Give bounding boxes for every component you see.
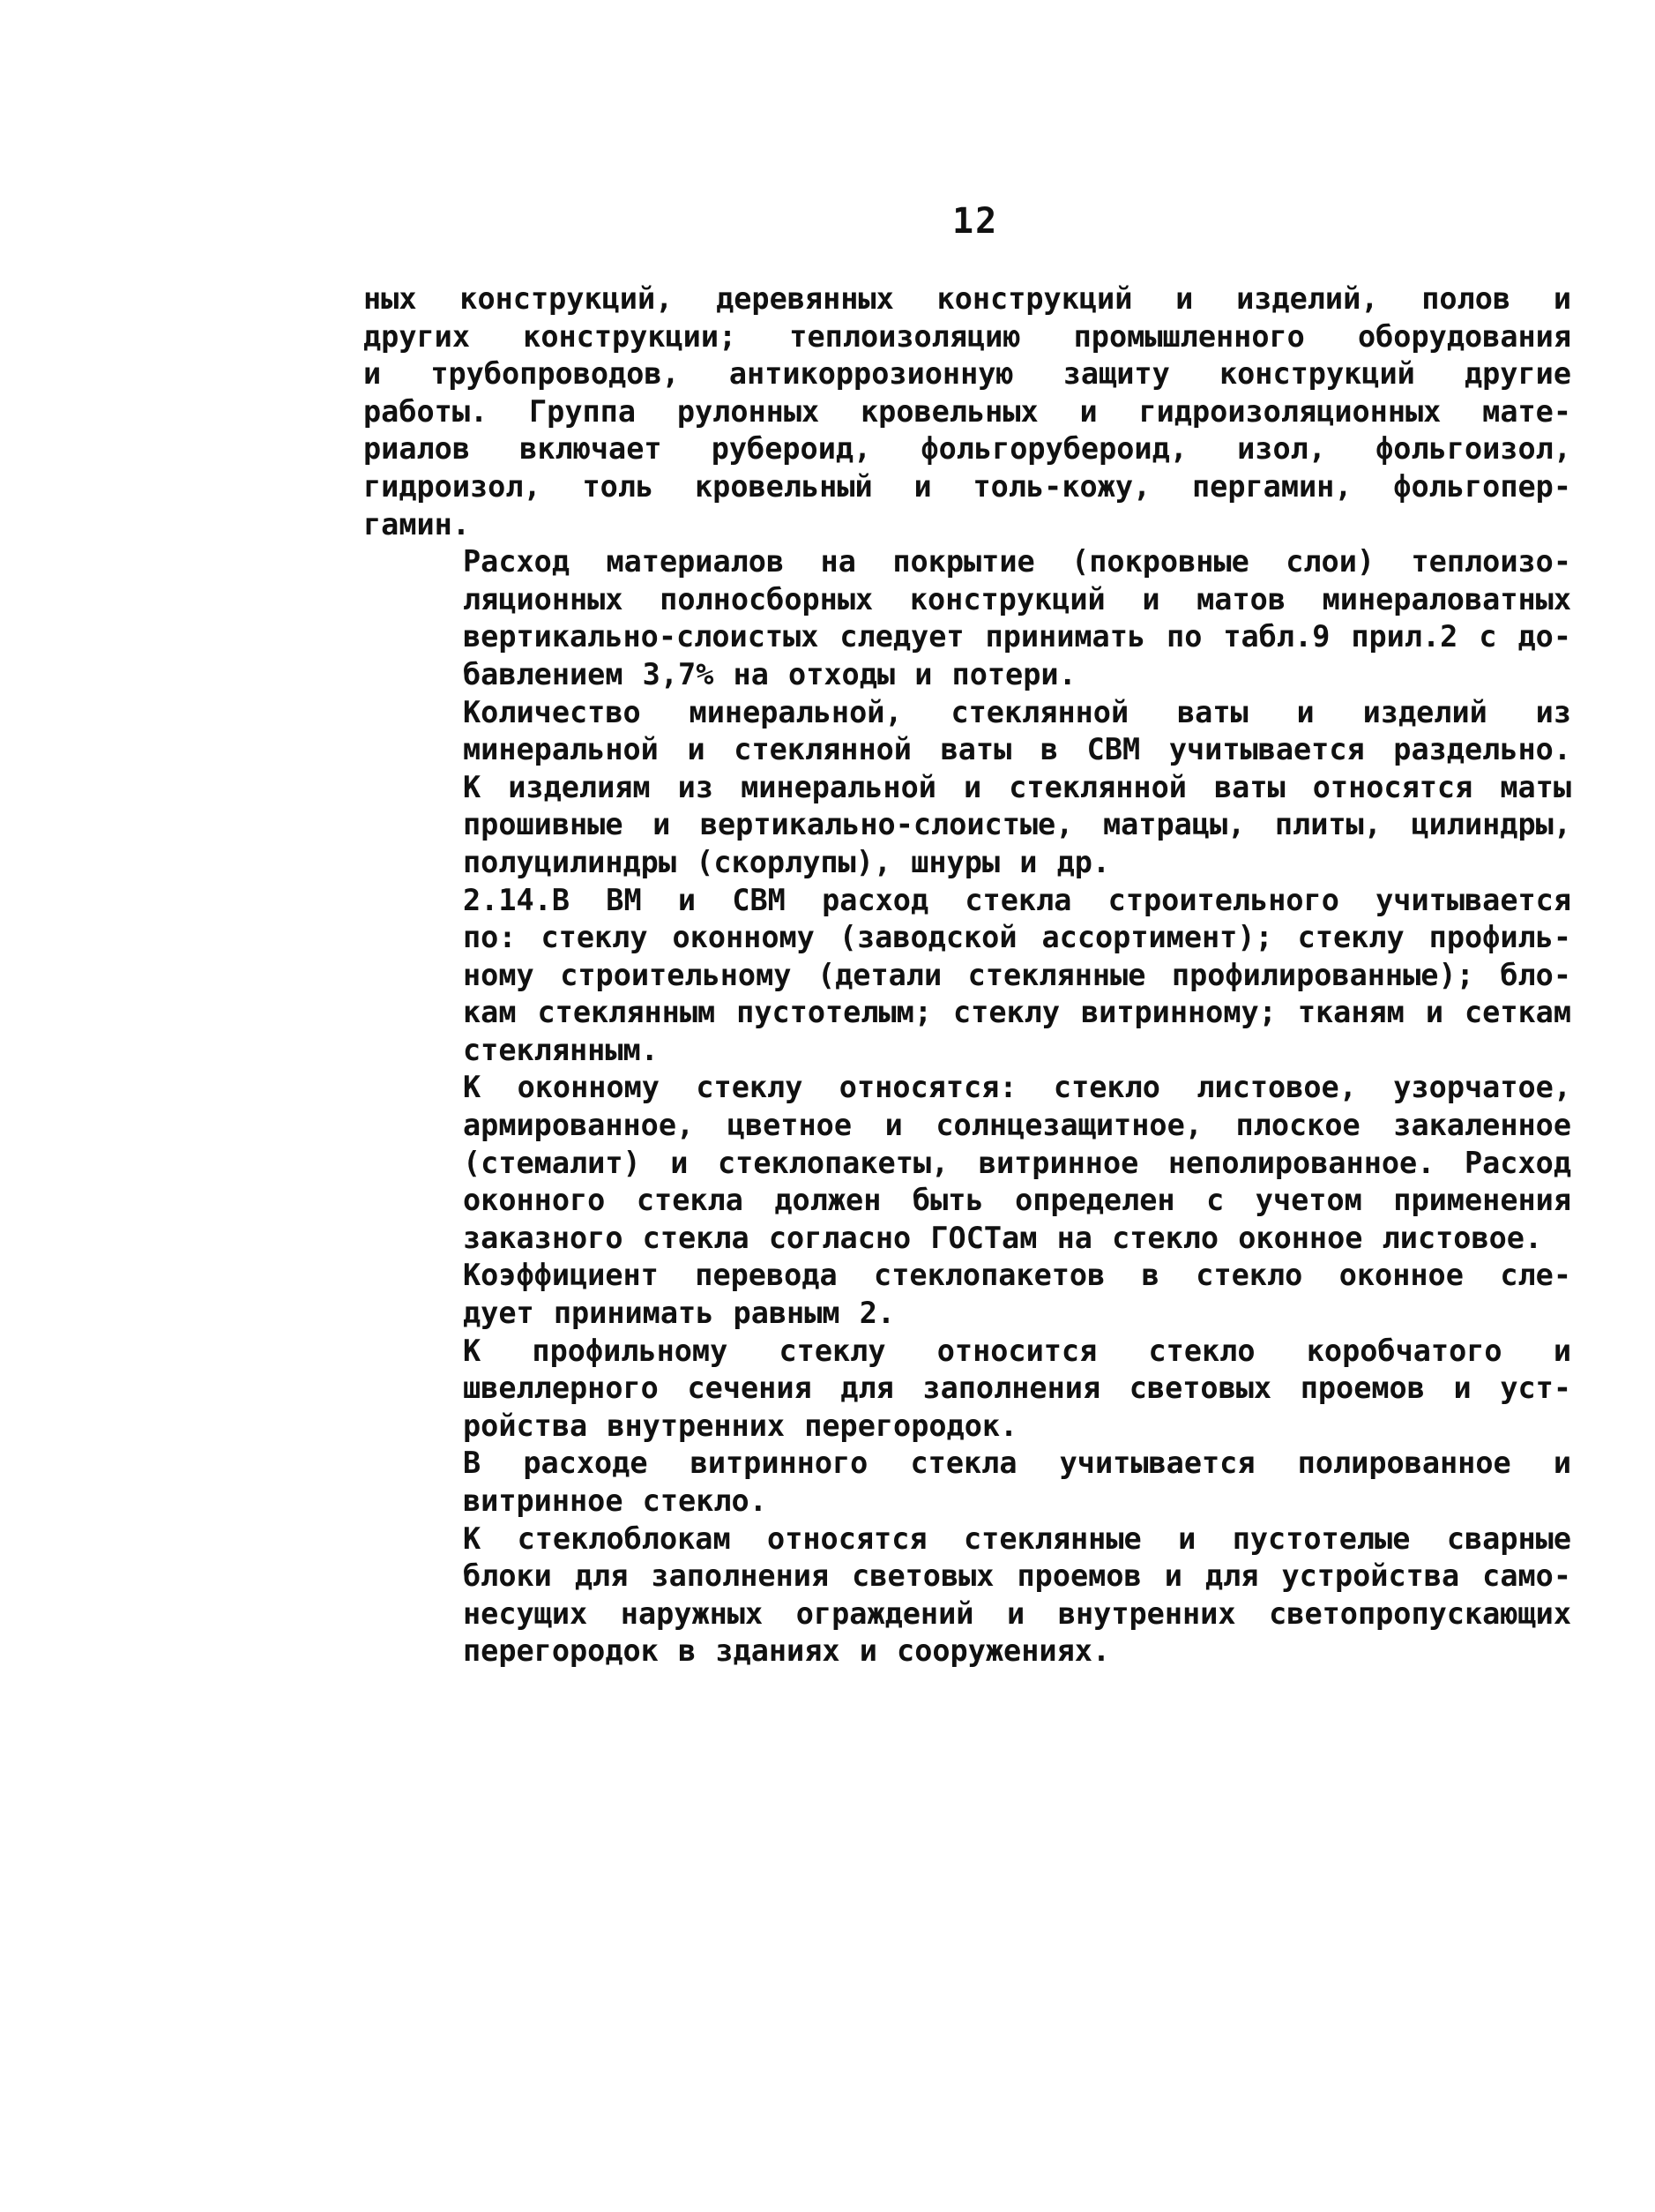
text-line: вертикально-слоистых следует принимать по табл.9 прил.2 с до- (463, 619, 1571, 654)
text-line: К изделиям из минеральной и стеклянной ваты относятся маты (463, 769, 1571, 804)
paragraph (363, 1069, 1571, 1257)
text-line: других конструкции; теплоизоляцию промышленного оборудования (363, 318, 1571, 354)
text-line: прошивные и вертикально-слоистые, матрацы, плиты, цилиндры, (463, 807, 1571, 842)
text-line: бавлением 3,7% на отходы и потери. (463, 656, 1077, 691)
text-line: стеклянным. (463, 1032, 659, 1067)
text-line: К оконному стеклу относятся: стекло листовое, узорчатое, (463, 1070, 1571, 1105)
paragraph (363, 1333, 1571, 1446)
text-line: ляционных полносборных конструкций и матов минераловатных (463, 581, 1571, 617)
text-line: дует принимать равным 2. (463, 1296, 896, 1331)
text-line: армированное, цветное и солнцезащитное, плоское закаленное (463, 1108, 1571, 1143)
text-line: кам стеклянным пустотелым; стеклу витринному; тканям и сеткам (463, 995, 1571, 1030)
paragraph (363, 543, 1571, 693)
text-line: оконного стекла должен быть определен с учетом применения (463, 1183, 1571, 1218)
text-line: риалов включает рубероид, фольгорубероид, изол, фольгоизол, (363, 431, 1571, 467)
text-line: перегородок в зданиях и сооружениях. (463, 1633, 1111, 1669)
text-line: Количество минеральной, стеклянной ваты и изделий из (463, 694, 1571, 729)
text-line: 2.14.В ВМ и СВМ расход стекла строительного учитывается (463, 882, 1571, 917)
text-line: Коэффициент перевода стеклопакетов в стекло оконное сле- (463, 1258, 1571, 1293)
text-line: швеллерного сечения для заполнения световых проемов и уст- (463, 1371, 1571, 1406)
paragraph (363, 1445, 1571, 1520)
text-line: заказного стекла согласно ГОСТам на стекло оконное листовое. (463, 1220, 1543, 1255)
text-line: ройства внутренних перегородок. (463, 1408, 1018, 1443)
text-line: витринное стекло. (463, 1483, 767, 1518)
text-line: минеральной и стеклянной ваты в СВМ учитывается раздельно. (463, 732, 1571, 767)
text-line: К профильному стеклу относится стекло коробчатого и (463, 1333, 1571, 1368)
paragraph (363, 1257, 1571, 1332)
text-line: К стеклоблокам относятся стеклянные и пустотелые сварные (463, 1521, 1571, 1556)
paragraph (363, 882, 1571, 1070)
text-line: (стемалит) и стеклопакеты, витринное неполированное. Расход (463, 1145, 1571, 1180)
text-line: В расходе витринного стекла учитывается полированное и (463, 1446, 1571, 1481)
text-line: ному строительному (детали стеклянные профилированные); бло- (463, 957, 1571, 992)
text-line: несущих наружных ограждений и внутренних светопропускающих (463, 1595, 1571, 1631)
paragraph (363, 280, 1571, 543)
paragraph (363, 694, 1571, 882)
text-line: гидроизол, толь кровельный и толь-кожу, пергамин, фольгопер- (363, 468, 1571, 504)
text-line: по: стеклу оконному (заводской ассортимент); стеклу профиль- (463, 920, 1571, 955)
text-line: работы. Группа рулонных кровельных и гидроизоляционных мате- (363, 393, 1571, 429)
text-line: гамин. (363, 506, 471, 542)
text-line: и трубопроводов, антикоррозионную защиту конструкций другие (363, 356, 1571, 392)
page-number: 12 (952, 201, 999, 242)
paragraph (363, 1521, 1571, 1670)
text-line: Расход материалов на покрытие (покровные слои) теплоизо- (463, 544, 1571, 579)
text-line: ных конструкций, деревянных конструкций и изделий, полов и (363, 281, 1571, 316)
text-line: блоки для заполнения световых проемов и для устройства само- (463, 1558, 1571, 1594)
text-line: полуцилиндры (скорлупы), шнуры и др. (463, 844, 1111, 879)
body-text (363, 280, 1571, 1670)
